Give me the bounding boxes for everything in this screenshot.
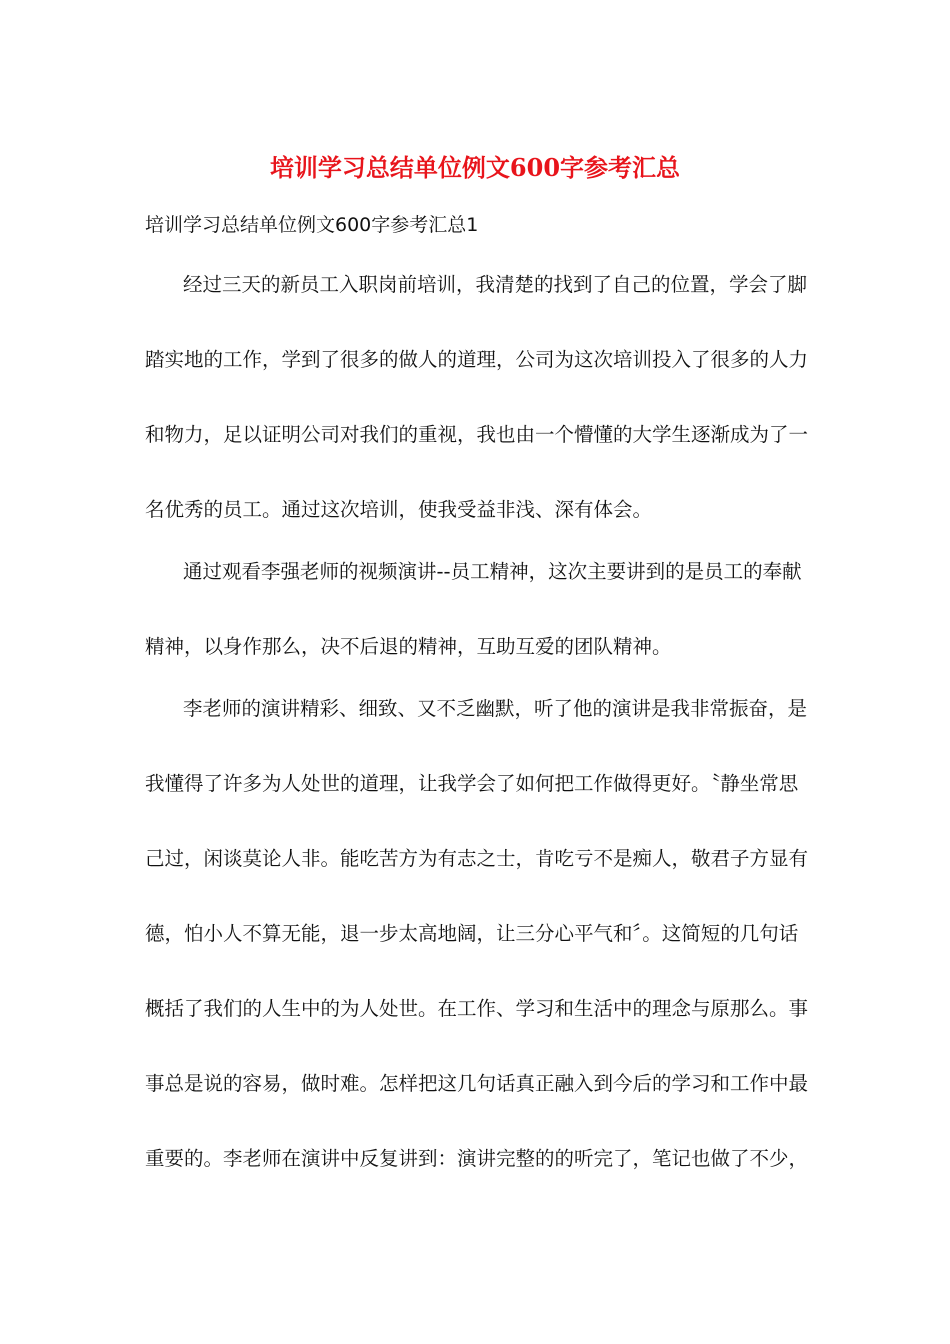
- paragraph-3-line-2: 我懂得了许多为人处世的道理，让我学会了如何把工作做得更好。〝静坐常思: [145, 772, 799, 795]
- paragraph-3-line-6: 事总是说的容易，做时难。怎样把这几句话真正融入到今后的学习和工作中最: [145, 1072, 809, 1095]
- paragraph-3-line-3: 己过，闲谈莫论人非。能吃苦方为有志之士，肯吃亏不是痴人，敬君子方显有: [145, 847, 809, 870]
- paragraph-3-line-1: 李老师的演讲精彩、细致、又不乏幽默，听了他的演讲是我非常振奋，是: [183, 697, 808, 720]
- section-heading: 培训学习总结单位例文600字参考汇总1: [145, 214, 479, 236]
- document-title: 培训学习总结单位例文600字参考汇总: [269, 153, 681, 182]
- paragraph-1-line-4: 名优秀的员工。通过这次培训，使我受益非浅、深有体会。: [145, 498, 653, 521]
- paragraph-2-line-2: 精神，以身作那么，决不后退的精神，互助互爱的团队精神。: [145, 635, 672, 658]
- paragraph-1-line-2: 踏实地的工作，学到了很多的做人的道理，公司为这次培训投入了很多的人力: [145, 348, 809, 371]
- paragraph-2-line-1: 通过观看李强老师的视频演讲--员工精神，这次主要讲到的是员工的奉献: [183, 560, 802, 583]
- paragraph-3-line-7: 重要的。李老师在演讲中反复讲到：演讲完整的的听完了，笔记也做了不少，: [145, 1147, 809, 1170]
- paragraph-1-line-1: 经过三天的新员工入职岗前培训，我清楚的找到了自己的位置，学会了脚: [183, 273, 808, 296]
- paragraph-3-line-4: 德，怕小人不算无能，退一步太高地阔，让三分心平气和〞。这简短的几句话: [145, 922, 799, 945]
- paragraph-1-line-3: 和物力，足以证明公司对我们的重视，我也由一个懵懂的大学生逐渐成为了一: [145, 423, 809, 446]
- paragraph-3-line-5: 概括了我们的人生中的为人处世。在工作、学习和生活中的理念与原那么。事: [145, 997, 809, 1020]
